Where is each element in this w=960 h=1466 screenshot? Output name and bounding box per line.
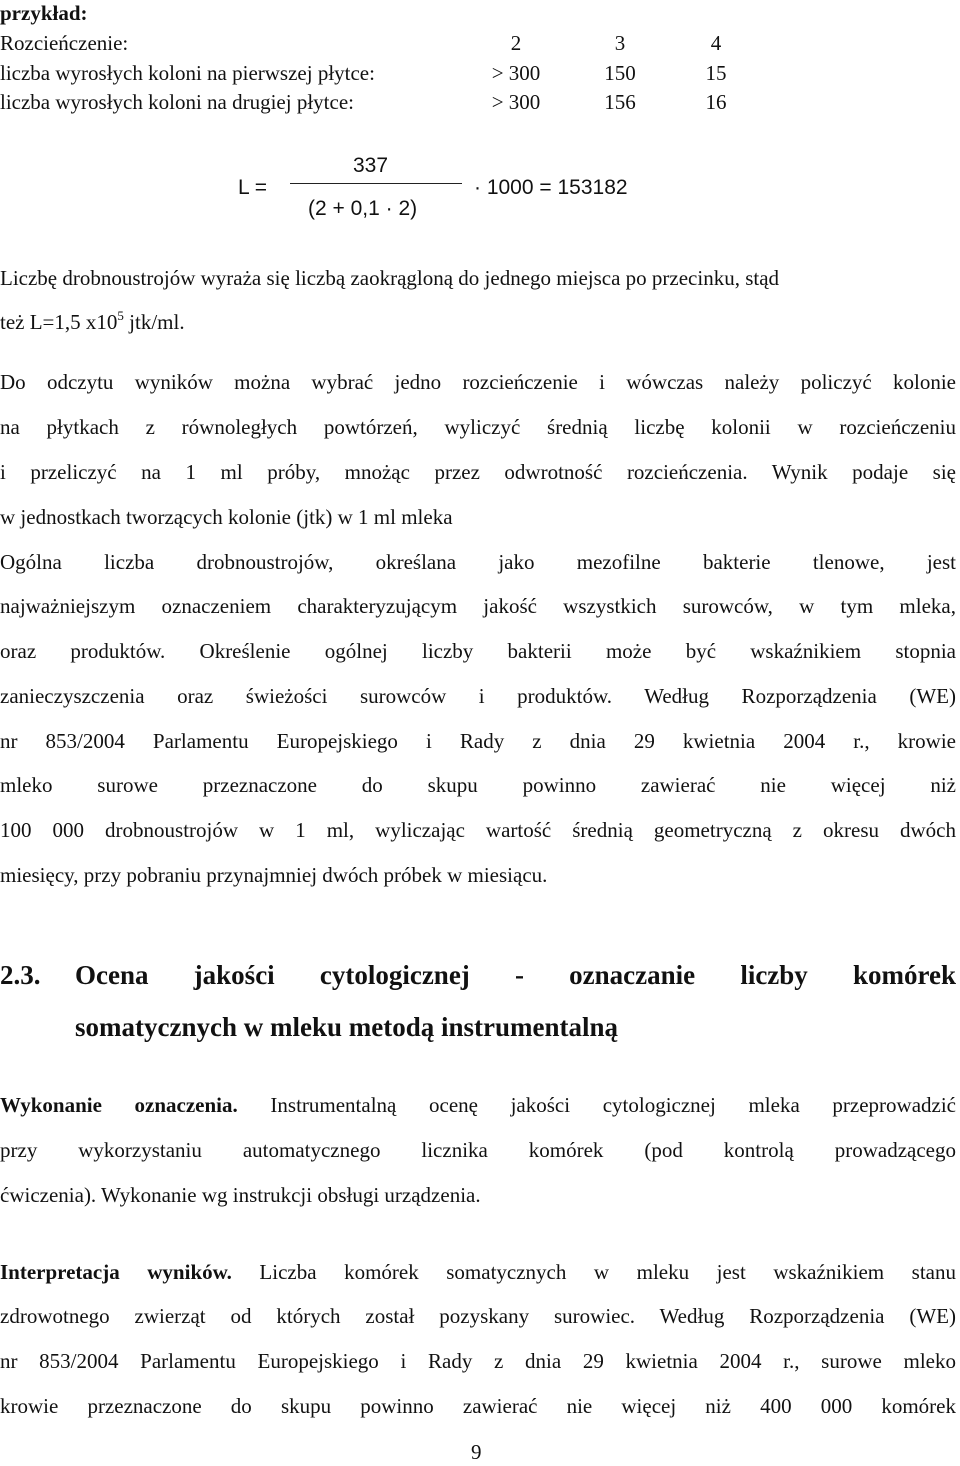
execution-line-3: ćwiczenia). Wykonanie wg instrukcji obsługi urządzenia. [0, 1183, 481, 1207]
interpretation-line-1 [0, 1260, 956, 1285]
dilution-value: 2 [510, 31, 522, 55]
formula-lhs: L = [238, 176, 267, 199]
reading-line: w jednostkach tworzących kolonie (jtk) w 1 ml mleka [0, 505, 453, 529]
general-line: najważniejszym oznaczeniem charakteryzującym jakość wszystkich surowców, w tym mleka, [0, 594, 956, 618]
fraction-bar [290, 183, 462, 184]
reading-line: Do odczytu wyników można wybrać jedno rozcieńczenie i wówczas należy policzyć kolonie [0, 370, 956, 394]
rounding-line-1: Liczbę drobnoustrojów wyraża się liczbą zaokrągloną do jednego miejsca po przecinku, stąd [0, 266, 780, 290]
interpretation-line-4: krowie przeznaczone do skupu powinno zawierać nie więcej niż 400 000 komórek [0, 1394, 956, 1418]
formula-denominator: (2 + 0,1 · 2) [308, 197, 418, 220]
plate2-row-label: liczba wyrosłych koloni na drugiej płytce: [0, 90, 354, 114]
rounding-unit: jtk/ml. [123, 310, 185, 334]
general-line: Ogólna liczba drobnoustrojów, określana jako mezofilne bakterie tlenowe, jest [0, 550, 956, 574]
rounding-line-2 [0, 310, 185, 335]
dilution-row-label: Rozcieńczenie: [0, 31, 129, 55]
plate1-value: > 300 [491, 61, 541, 85]
plate1-row-label: liczba wyrosłych koloni na pierwszej płytce: [0, 61, 375, 85]
plate2-value: 16 [705, 90, 727, 114]
reading-line: i przeliczyć na 1 ml próby, mnożąc przez odwrotność rozcieńczenia. Wynik podaje się [0, 460, 956, 484]
reading-line: na płytkach z równoległych powtórzeń, wyliczyć średnią liczbę kolonii w rozcieńczeniu [0, 415, 956, 439]
formula-numerator: 337 [353, 154, 389, 177]
general-line: nr 853/2004 Parlamentu Europejskiego i Rady z dnia 29 kwietnia 2004 r., krowie [0, 729, 956, 753]
page-number: 9 [471, 1440, 482, 1464]
general-line: oraz produktów. Określenie ogólnej liczby bakterii może być wskaźnikiem stopnia [0, 639, 956, 663]
general-line: 100 000 drobnoustrojów w 1 ml, wyliczając wartość średnią geometryczną z okresu dwóch [0, 818, 956, 842]
interpretation-line-3: nr 853/2004 Parlamentu Europejskiego i Rady z dnia 29 kwietnia 2004 r., surowe mleko [0, 1349, 956, 1373]
plate1-value: 15 [705, 61, 727, 85]
plate2-value: 156 [604, 90, 636, 114]
section-number: 2.3. [0, 960, 41, 990]
rounding-exponent: 5 [117, 308, 124, 323]
section-title-line-2: somatycznych w mleku metodą instrumentalną [75, 1012, 618, 1042]
execution-text: Instrumentalną ocenę jakości cytologicznej mleka przeprowadzić [237, 1093, 956, 1117]
general-line: mleko surowe przeznaczone do skupu powinno zawierać nie więcej niż [0, 773, 956, 797]
section-title-line-1: Ocena jakości cytologicznej - oznaczanie liczby komórek [75, 960, 956, 990]
dilution-value: 3 [614, 31, 626, 55]
execution-line-2: przy wykorzystaniu automatycznego licznika komórek (pod kontrolą prowadzącego [0, 1138, 956, 1162]
interpretation-heading: Interpretacja wyników. [0, 1260, 232, 1284]
plate1-value: 150 [604, 61, 636, 85]
execution-line-1 [0, 1093, 956, 1118]
general-line: miesięcy, przy pobraniu przynajmniej dwóch próbek w miesiącu. [0, 863, 548, 887]
rounding-value: też L=1,5 x10 [0, 310, 118, 334]
interpretation-text: Liczba komórek somatycznych w mleku jest wskaźnikiem stanu [231, 1260, 956, 1284]
execution-heading: Wykonanie oznaczenia. [0, 1093, 238, 1117]
formula-rhs: · 1000 = 153182 [474, 176, 628, 199]
dilution-value: 4 [710, 31, 722, 55]
general-line: zanieczyszczenia oraz świeżości surowców i produktów. Według Rozporządzenia (WE) [0, 684, 956, 708]
interpretation-line-2: zdrowotnego zwierząt od których został pozyskany surowiec. Według Rozporządzenia (WE) [0, 1304, 956, 1328]
example-label: przykład: [0, 1, 88, 25]
plate2-value: > 300 [491, 90, 541, 114]
